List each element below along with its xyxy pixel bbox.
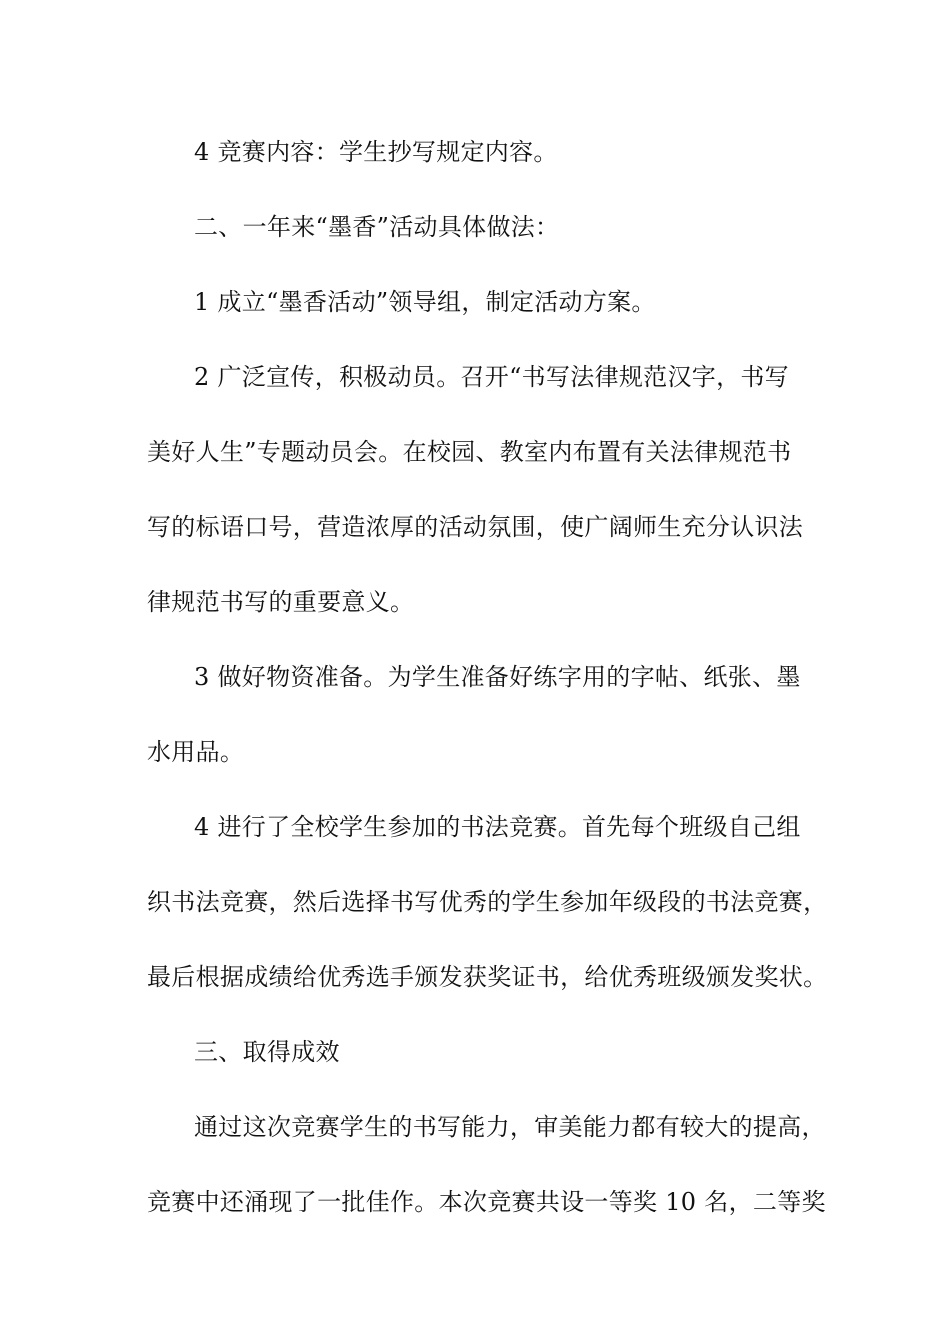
item-2-publicity-line-3: 写的标语口号，营造浓厚的活动氛围，使广阔师生充分认识法 xyxy=(147,513,804,541)
item-1-leadership-group: 1 成立“墨香活动”领导组，制定活动方案。 xyxy=(194,288,656,316)
item-3-materials-line-2: 水用品。 xyxy=(147,738,245,766)
section-heading-2: 二、一年来“墨香”活动具体做法： xyxy=(194,213,560,241)
item-2-publicity-line-4: 律规范书写的重要意义。 xyxy=(147,588,415,616)
section-heading-3: 三、取得成效 xyxy=(194,1038,340,1066)
item-2-publicity-line-1: 2 广泛宣传，积极动员。召开“书写法律规范汉字，书写 xyxy=(194,363,789,391)
item-4-competition-line-3: 最后根据成绩给优秀选手颁发获奖证书，给优秀班级颁发奖状。 xyxy=(147,963,828,991)
item-4-competition-line-1: 4 进行了全校学生参加的书法竞赛。首先每个班级自己组 xyxy=(194,813,801,841)
results-paragraph-line-1: 通过这次竞赛学生的书写能力，审美能力都有较大的提高， xyxy=(194,1113,826,1141)
item-2-publicity-line-2: 美好人生”专题动员会。在校园、教室内布置有关法律规范书 xyxy=(147,438,792,466)
results-paragraph-line-2: 竞赛中还涌现了一批佳作。本次竞赛共设一等奖 10 名，二等奖 xyxy=(147,1188,826,1216)
item-4-competition-line-2: 织书法竞赛，然后选择书写优秀的学生参加年级段的书法竞赛， xyxy=(147,888,828,916)
item-3-materials-line-1: 3 做好物资准备。为学生准备好练字用的字帖、纸张、墨 xyxy=(194,663,801,691)
item-4-competition-content: 4 竞赛内容：学生抄写规定内容。 xyxy=(194,138,558,166)
